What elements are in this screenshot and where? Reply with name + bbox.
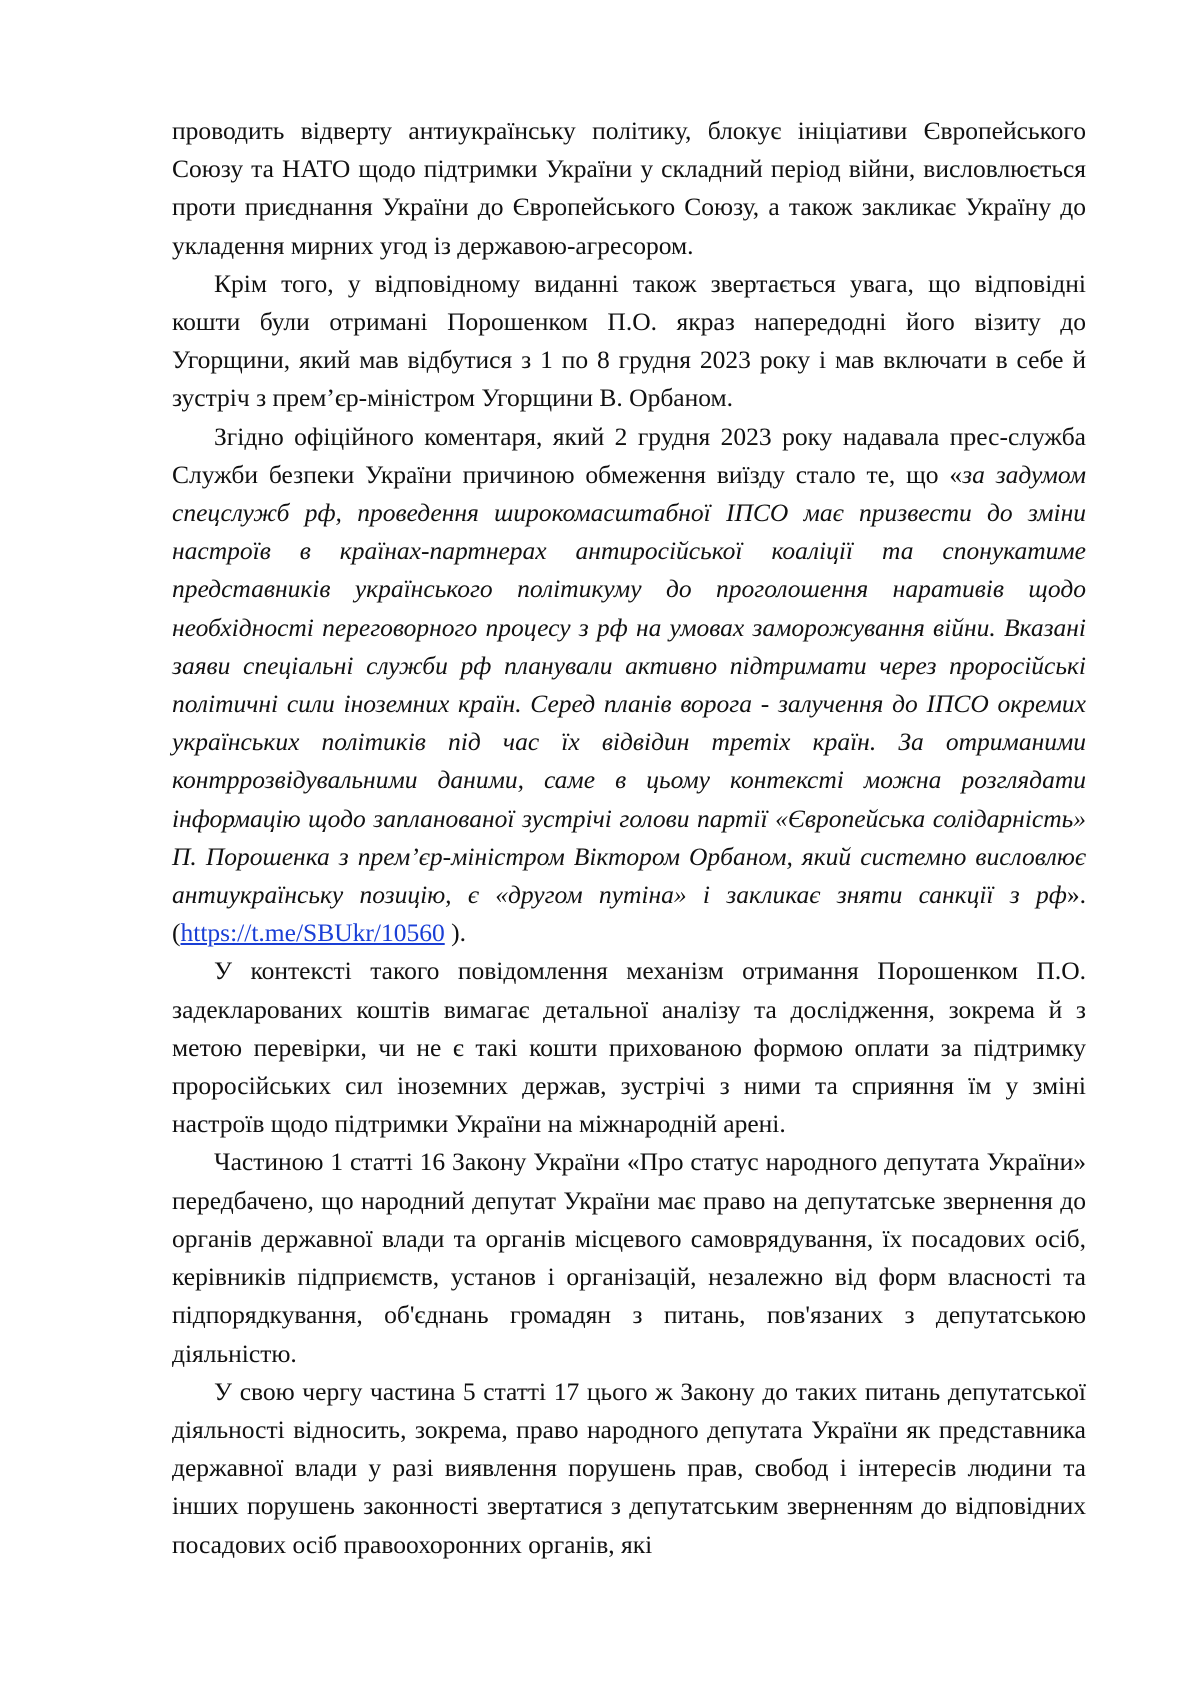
paragraph-continuation: проводить відверту антиукраїнську політику, блокує ініціативи Європейського Союзу та НАТО щодо підтримки України у складний період війни, висловлюється проти приєднання України до Європейського Союзу, а також закликає Україну до укладення мирних угод із державою-агресором. [172, 116, 1086, 260]
sbu-comment-intro: Згідно офіційного коментаря, який 2 грудня 2023 року надавала прес-служба Служби безпеки України причиною обмеження виїзду стало те, що « [172, 421, 1086, 489]
document-body [172, 112, 1086, 1564]
paragraph-law-article-16: Частиною 1 статті 16 Закону України «Про статус народного депутата України» передбачено, що народний депутат України має право на депутатське звернення до органів державної влади та органів місцевого самоврядування, їх посадових осіб, керівників підприємств, установ і організацій, незалежно від форм власності та підпорядкування, об'єднань громадян з питань, пов'язаних з депутатською діяльністю. [172, 1147, 1086, 1368]
paragraph-sbu-comment [172, 418, 1086, 953]
sbu-telegram-link[interactable]: https://t.me/SBUkr/10560 [180, 918, 445, 948]
paragraph-funds-analysis: У контексті такого повідомлення механізм отримання Порошенком П.О. задекларованих коштів вимагає детальної аналізу та дослідження, зокрема й з метою перевірки, чи не є такі кошти прихованою формою оплати за підтримку проросійських сил іноземних держав, зустрічі з ними та сприяння їм у зміні настроїв щодо підтримки України на міжнародній арені. [172, 956, 1086, 1139]
sbu-comment-end: ). [444, 918, 466, 948]
sbu-comment-quote: за задумом спецслужб рф, проведення широкомасштабної ІПСО має призвести до зміни настроїв в країнах-партнерах антиросійської коаліції та спонукатиме представників українського політикуму до проголошення наративів щодо необхідності переговорного процесу з рф на умовах заморожування війни. Вказані заяви спеціальні служби рф планували активно підтримати через проросійські політичні сили іноземних країн. Серед планів ворога - залучення до ІПСО окремих українських політиків під час їх відвідин третіх країн. За отриманими контррозвідувальними даними, саме в цьому контексті можна розглядати інформацію щодо запланованої зустрічі голови партії «Європейська солідарність» П. Порошенка з прем’єр-міністром Віктором Орбаном, який системно висловлює антиукраїнську позицію, є «другом путіна» і закликає зняти санкції з рф [172, 459, 1086, 910]
paragraph-law-article-17: У свою чергу частина 5 статті 17 цього ж Закону до таких питань депутатської діяльності відносить, зокрема, право народного депутата України як представника державної влади у разі виявлення порушень прав, свобод і інтересів людини та інших порушень законності звертатися з депутатським зверненням до відповідних посадових осіб правоохоронних органів, які [172, 1376, 1086, 1559]
sbu-comment-close: ». ( [172, 880, 1086, 948]
paragraph-visit-hungary: Крім того, у відповідному виданні також звертається увага, що відповідні кошти були отримані Порошенком П.О. якраз напередодні його візиту до Угорщини, який мав відбутися з 1 по 8 грудня 2023 року і мав включати в себе й зустріч з прем’єр-міністром Угорщини В. Орбаном. [172, 268, 1086, 413]
